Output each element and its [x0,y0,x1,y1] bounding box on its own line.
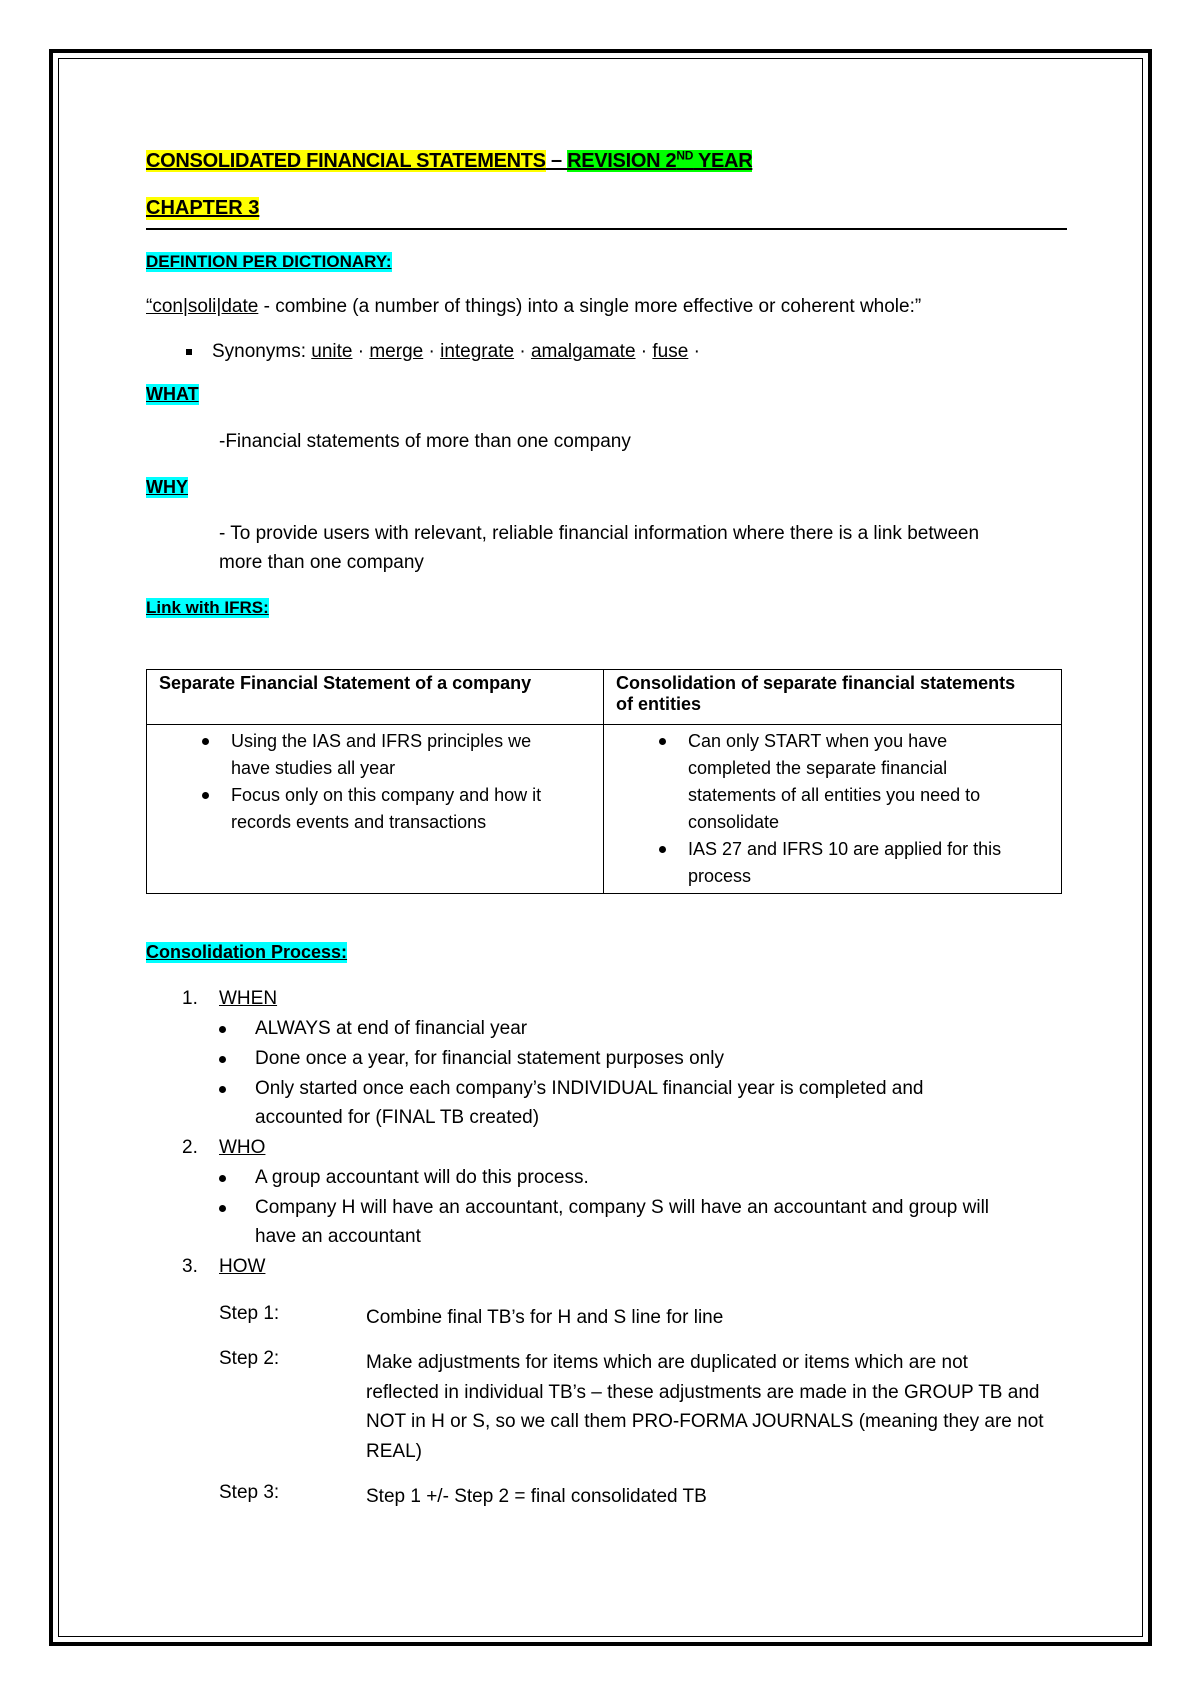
what-text: -Financial statements of more than one company [219,431,631,452]
square-bullet-icon [186,349,192,355]
list-item [159,782,593,836]
why-heading: WHY [146,477,188,497]
bullet-icon [219,1205,226,1212]
table-header-row [147,670,1062,725]
synonym-sep: · [423,341,441,362]
col2-header-line1: Consolidation of separate financial statements [616,673,1016,693]
title-dash: – [545,149,568,172]
list-item-text: completed the separate financial [688,758,948,778]
when-item-text: Done once a year, for financial statement purposes only [255,1048,724,1069]
definition-quote [146,296,921,318]
title-part2a: REVISION 2 [567,149,677,172]
when-label: WHEN [219,988,278,1009]
bullet-icon [659,846,666,853]
title-part2b: YEAR [693,149,753,172]
synonym-fuse[interactable]: fuse [652,341,689,362]
how-label: HOW [219,1256,266,1277]
synonym-merge[interactable]: merge [369,341,424,362]
step2-text: Make adjustments for items which are duplicated or items which are not reflected in individual TB’s – these adjustments are made in the GROUP TB and NOT in H or S, so we call them PRO-FORMA JOURNALS (meaning they are not REAL) [366,1352,1044,1462]
ifrs-heading: Link with IFRS: [146,598,269,617]
chapter-heading: CHAPTER 3 [146,197,260,219]
table-header-col2 [604,670,1062,725]
who-item-continued: have an accountant [255,1226,421,1247]
what-heading: WHAT [146,384,199,404]
synonym-sep: · [352,341,370,362]
step3-label: Step 3: [219,1482,280,1503]
synonym-sep: · [514,341,531,362]
process-heading: Consolidation Process: [146,942,348,962]
list-item-text: records events and transactions [231,812,487,832]
list-item-text: IAS 27 and IFRS 10 are applied for this [688,839,1002,859]
list-item-text: Using the IAS and IFRS principles we [231,731,532,751]
step1-label: Step 1: [219,1303,280,1324]
who-label: WHO [219,1137,266,1158]
list-item-text: statements of all entities you need to [688,785,981,805]
synonym-integrate[interactable]: integrate [440,341,515,362]
bullet-icon [219,1056,226,1063]
list-item [616,728,1051,836]
list-item-text: process [688,866,752,886]
table-row [147,725,1062,894]
title-part2 [567,150,752,172]
title-part2-sup: ND [676,148,694,162]
heading-rule [146,228,1067,230]
title-part1: CONSOLIDATED FINANCIAL STATEMENTS [146,149,546,172]
who-item-text: A group accountant will do this process. [255,1167,589,1188]
step2-label: Step 2: [219,1348,280,1369]
why-text-line1: - To provide users with relevant, reliable financial information where there is a link between [219,523,980,544]
when-item-continued: accounted for (FINAL TB created) [255,1107,540,1128]
list-item [159,728,593,782]
synonym-amalgamate[interactable]: amalgamate [530,341,636,362]
bullet-icon [219,1086,226,1093]
list-item-text: consolidate [688,812,780,832]
when-item-text: ALWAYS at end of financial year [255,1018,528,1039]
col2-list [616,728,1051,890]
bullet-icon [219,1175,226,1182]
synonym-unite[interactable]: unite [311,341,353,362]
synonym-sep: · [688,341,700,362]
step3-text: Step 1 +/- Step 2 = final consolidated TB [366,1486,707,1507]
how-number: 3. [182,1256,198,1277]
bullet-icon [659,738,666,745]
list-item [616,836,1051,890]
definition-heading: DEFINTION PER DICTIONARY: [146,252,392,271]
list-item-text: Can only START when you have [688,731,948,751]
synonym-sep: · [635,341,653,362]
table-cell-col1 [147,725,604,894]
list-item-text: Focus only on this company and how it [231,785,542,805]
bullet-icon [219,1026,226,1033]
quote-term: “con|soli|date [146,296,259,317]
who-item-text: Company H will have an accountant, company S will have an accountant and group will [255,1197,990,1218]
bullet-icon [202,738,209,745]
why-text-line2: more than one company [219,552,424,573]
col2-header-line2: of entities [616,694,702,714]
bullet-icon [202,792,209,799]
table-cell-col2 [604,725,1062,894]
list-item-text: have studies all year [231,758,396,778]
when-number: 1. [182,988,198,1009]
synonyms-label: Synonyms: [212,341,312,362]
table-header-col1: Separate Financial Statement of a company [147,670,604,725]
step1-text: Combine final TB’s for H and S line for line [366,1307,724,1328]
col1-list [159,728,593,836]
when-item-text: Only started once each company’s INDIVIDUAL financial year is completed and [255,1078,924,1099]
document-title [146,148,752,173]
synonyms-line [186,341,700,363]
who-number: 2. [182,1137,198,1158]
comparison-table [146,669,1062,894]
quote-rest: - combine (a number of things) into a single more effective or coherent whole:” [258,296,922,317]
